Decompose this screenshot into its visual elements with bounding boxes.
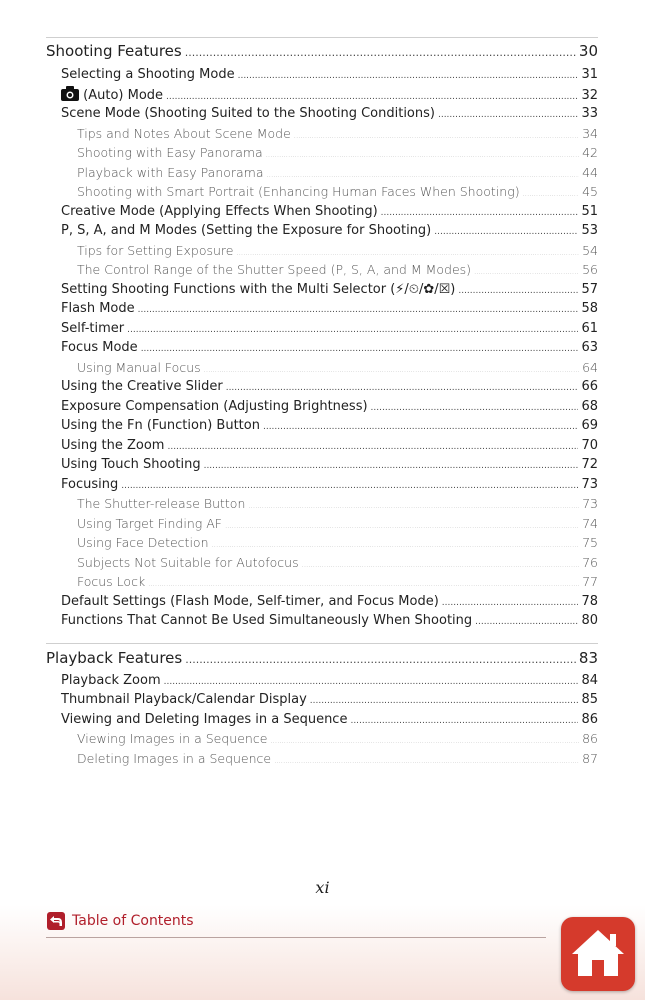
toc-entry[interactable]: Default Settings (Flash Mode, Self-timer, and Focus Mode) ..... 78 [61, 594, 598, 609]
toc-entry[interactable]: Exposure Compensation (Adjusting Brightness) ..... 68 [61, 399, 598, 414]
toc-subentry[interactable]: The Shutter-release Button ..... 73 [77, 496, 598, 511]
toc-subentry[interactable]: Viewing Images in a Sequence ..... 86 [77, 731, 598, 746]
toc-subentry[interactable]: Tips and Notes About Scene Mode ..... 34 [77, 126, 598, 141]
toc-entry[interactable]: Setting Shooting Functions with the Multi Selector (⚡/⏲/✿/☒) ..... 57 [61, 282, 598, 297]
toc-subentry[interactable]: Using Target Finding AF ..... 74 [77, 516, 598, 531]
toc-page-number: 83 [578, 649, 598, 667]
toc-subentry[interactable]: Tips for Setting Exposure ..... 54 [77, 243, 598, 258]
toc-section-playback-features[interactable] [46, 649, 598, 667]
home-icon [570, 926, 626, 982]
toc-entry[interactable]: Selecting a Shooting Mode ..... 31 [61, 67, 598, 82]
top-rule [46, 37, 598, 38]
toc-entry[interactable]: Playback Zoom ..... 84 [61, 673, 598, 688]
toc-entry[interactable]: Using the Fn (Function) Button ..... 69 [61, 418, 598, 433]
toc-page-number: 30 [578, 42, 598, 60]
home-button[interactable] [561, 917, 635, 991]
toc-subentry[interactable]: Using Face Detection ..... 75 [77, 535, 598, 550]
toc-subentry[interactable]: Shooting with Easy Panorama ..... 42 [77, 145, 598, 160]
footer-rule [46, 937, 546, 938]
toc-entry-auto-mode[interactable]: (Auto) Mode ..... 32 [61, 86, 598, 105]
toc-entry[interactable]: Self-timer ..... 61 [61, 321, 598, 336]
toc-entry[interactable]: P, S, A, and M Modes (Setting the Exposure for Shooting) ..... 53 [61, 223, 598, 238]
toc-subentry[interactable]: The Control Range of the Shutter Speed (P, S, A, and M Modes) ..... 56 [77, 262, 598, 277]
section-rule [46, 643, 598, 644]
toc-entry[interactable]: Using the Zoom ..... 70 [61, 438, 598, 453]
toc-entry[interactable]: Using the Creative Slider ..... 66 [61, 379, 598, 394]
toc-link-label: Table of Contents [72, 913, 194, 929]
camera-icon [61, 86, 79, 105]
toc-entry[interactable]: Creative Mode (Applying Effects When Shooting) ..... 51 [61, 204, 598, 219]
toc-entry[interactable]: Thumbnail Playback/Calendar Display ..... 85 [61, 692, 598, 707]
toc-entry[interactable]: Using Touch Shooting ..... 72 [61, 457, 598, 472]
toc-entry[interactable]: Functions That Cannot Be Used Simultaneously When Shooting ..... 80 [61, 613, 598, 628]
page-number: xi [315, 878, 330, 897]
toc-entry[interactable]: Scene Mode (Shooting Suited to the Shooting Conditions) ..... 33 [61, 106, 598, 121]
toc-section-shooting-features[interactable] [46, 42, 598, 60]
toc-entry[interactable]: Focus Mode ..... 63 [61, 340, 598, 355]
back-arrow-icon [47, 912, 65, 930]
toc-section-title: Playback Features [46, 649, 183, 667]
toc-subentry[interactable]: Playback with Easy Panorama ..... 44 [77, 165, 598, 180]
toc-entry[interactable]: Flash Mode ..... 58 [61, 301, 598, 316]
toc-entry[interactable]: Focusing ..... 73 [61, 477, 598, 492]
toc-entry[interactable]: Viewing and Deleting Images in a Sequence ..... 86 [61, 712, 598, 727]
toc-subentry[interactable]: Subjects Not Suitable for Autofocus ..... 76 [77, 555, 598, 570]
toc-subentry[interactable]: Focus Lock ..... 77 [77, 574, 598, 589]
toc-subentry[interactable]: Deleting Images in a Sequence ..... 87 [77, 751, 598, 766]
toc-section-title: Shooting Features [46, 42, 182, 60]
table-of-contents-link[interactable] [47, 912, 194, 930]
toc-subentry[interactable]: Using Manual Focus ..... 64 [77, 360, 598, 375]
toc-subentry[interactable]: Shooting with Smart Portrait (Enhancing Human Faces When Shooting) ..... 45 [77, 184, 598, 199]
